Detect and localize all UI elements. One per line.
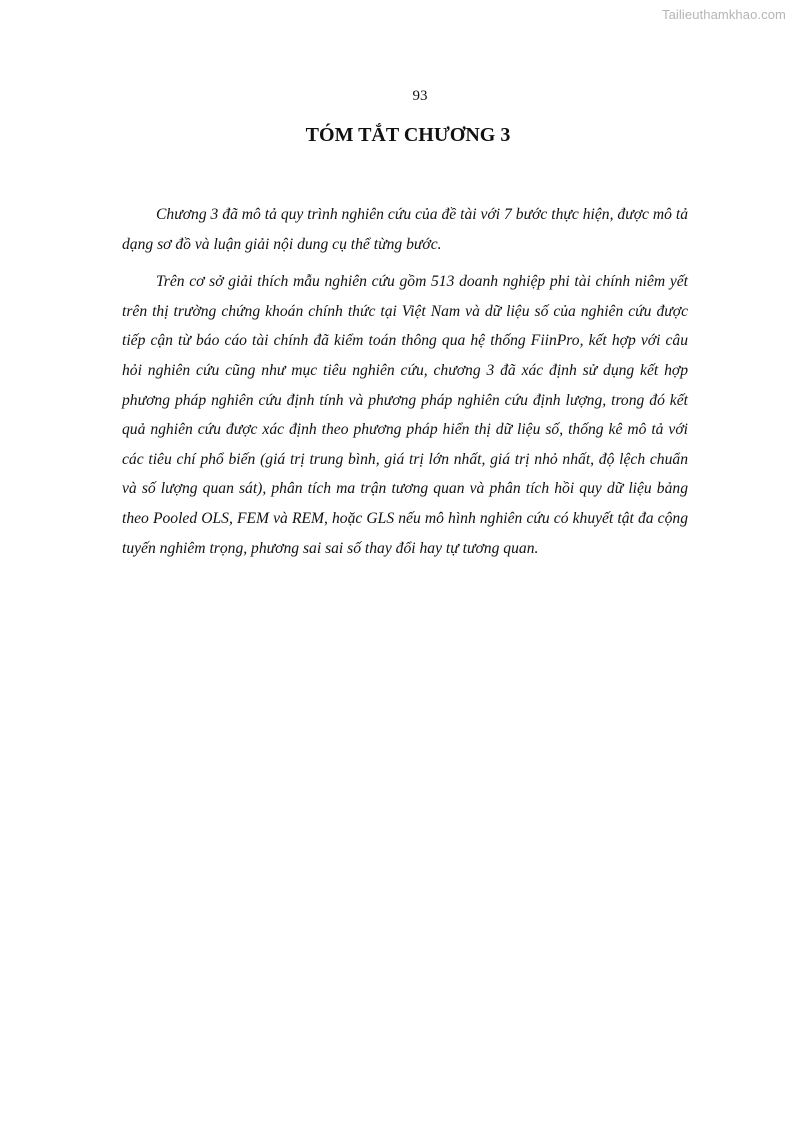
paragraph: Trên cơ sở giải thích mẫu nghiên cứu gồm 513 doanh nghiệp phi tài chính niêm yết trên thị trường chứng khoán chính thức tại Việt Nam và dữ liệu số của nghiên cứu được tiếp cận từ báo cáo tài chính đã kiểm toán thông qua hệ thống FiinPro, kết hợp với câu hỏi nghiên cứu cũng như mục tiêu nghiên cứu, chương 3 đã xác định sử dụng kết hợp phương pháp nghiên cứu định tính và phương pháp nghiên cứu định lượng, trong đó kết quả nghiên cứu được xác định theo phương pháp hiển thị dữ liệu số, thống kê mô tả với các tiêu chí phổ biến (giá trị trung bình, giá trị lớn nhất, giá trị nhỏ nhất, độ lệch chuẩn và số lượng quan sát), phân tích ma trận tương quan và phân tích hồi quy dữ liệu bảng theo Pooled OLS, FEM và REM, hoặc GLS nếu mô hình nghiên cứu có khuyết tật đa cộng tuyến nghiêm trọng, phương sai sai số thay đổi hay tự tương quan. bbox=[122, 273, 688, 557]
page-number: 93 bbox=[412, 88, 428, 104]
chapter-summary-body bbox=[122, 200, 688, 571]
paragraph: Chương 3 đã mô tả quy trình nghiên cứu của đề tài với 7 bước thực hiện, được mô tả dạng sơ đồ và luận giải nội dung cụ thể từng bước. bbox=[122, 206, 688, 253]
chapter-title: TÓM TẮT CHƯƠNG 3 bbox=[305, 124, 511, 146]
watermark: Tailieuthamkhao.com bbox=[661, 7, 786, 22]
